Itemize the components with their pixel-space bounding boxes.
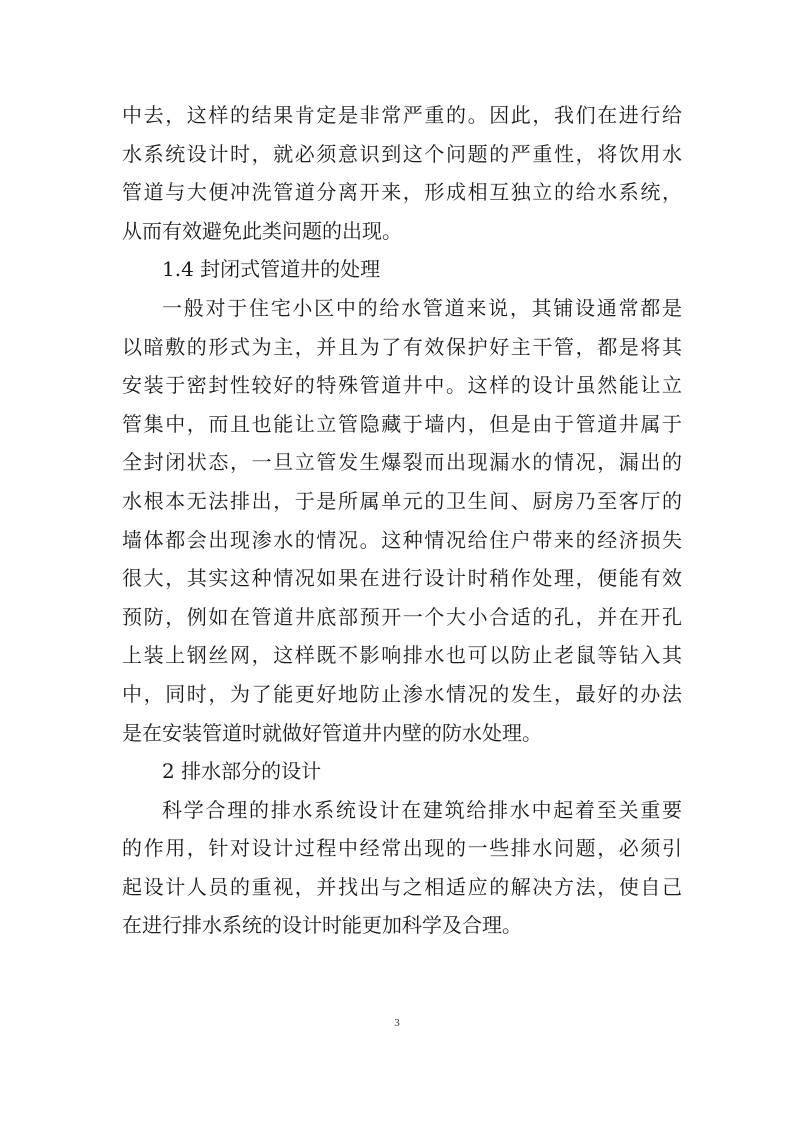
text-line: 预防，例如在管道井底部预开一个大小合适的孔，并在开孔: [122, 604, 682, 629]
text-line: 起设计人员的重视，并找出与之相适应的解决方法，使自己: [122, 874, 682, 899]
text-line: 从而有效避免此类问题的出现。: [122, 218, 402, 243]
text-line: 是在安装管道时就做好管道井内壁的防水处理。: [122, 720, 542, 745]
text-line: 中去，这样的结果肯定是非常严重的。因此，我们在进行给: [122, 103, 682, 127]
text-line: 上装上钢丝网，这样既不影响排水也可以防止老鼠等钻入其: [122, 643, 682, 668]
text-line: 以暗敷的形式为主，并且为了有效保护好主干管，都是将其: [122, 334, 682, 359]
text-line: 中，同时，为了能更好地防止渗水情况的发生，最好的办法: [122, 681, 682, 706]
text-line: 安装于密封性较好的特殊管道井中。这样的设计虽然能让立: [122, 373, 682, 398]
text-line: 水系统设计时，就必须意识到这个问题的严重性，将饮用水: [122, 141, 682, 166]
text-line: 很大，其实这种情况如果在进行设计时稍作处理，便能有效: [122, 566, 682, 591]
text-line: 一般对于住宅小区中的给水管道来说，其铺设通常都是: [162, 295, 682, 320]
text-line: 管集中，而且也能让立管隐藏于墙内，但是由于管道井属于: [122, 411, 682, 436]
section-heading: 1.4 封闭式管道井的处理: [162, 257, 381, 282]
text-line: 墙体都会出现渗水的情况。这种情况给住户带来的经济损失: [122, 527, 682, 552]
text-line: 全封闭状态，一旦立管发生爆裂而出现漏水的情况，漏出的: [122, 450, 682, 475]
page-number: 3: [394, 1017, 400, 1029]
text-line: 在进行排水系统的设计时能更加科学及合理。: [122, 913, 522, 938]
body-text: [122, 96, 682, 945]
text-line: 科学合理的排水系统设计在建筑给排水中起着至关重要: [162, 797, 682, 822]
section-heading: 2 排水部分的设计: [162, 759, 322, 784]
text-line: 管道与大便冲洗管道分离开来，形成相互独立的给水系统，: [122, 180, 682, 205]
text-line: 水根本无法排出，于是所属单元的卫生间、厨房乃至客厅的: [122, 488, 682, 513]
text-line: 的作用，针对设计过程中经常出现的一些排水问题，必须引: [122, 836, 682, 861]
